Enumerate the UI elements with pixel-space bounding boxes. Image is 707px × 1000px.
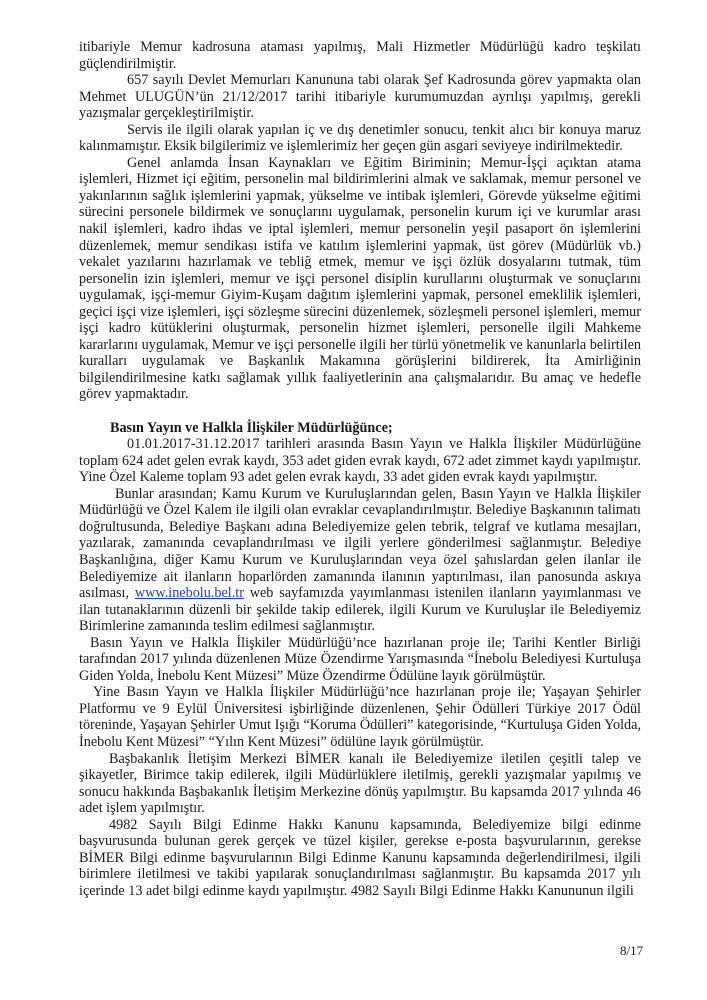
paragraph-sehir-odulleri: Yine Basın Yayın ve Halkla İlişkiler Müdürlüğü’nce hazırlanan proje ile; Yaşayan Şehirler Platformu ve 9 Eylül Üniversitesi işbirliğinde düzenlenen, Şehir Ödülleri Türkiye 2017 Ödül töreninde, Yaşayan Şehirler Umut Işığı “Koruma Ödülleri” kategorisinde, “Kurtuluşa Giden Yolda, İnebolu Kent Müzesi” “Yılın Kent Müzesi” ödülüne layık görülmüştür. — [79, 684, 641, 750]
paragraph-muze-ozendirme: Basın Yayın ve Halkla İlişkiler Müdürlüğü’nce hazırlanan proje ile; Tarihi Kentler Birliği tarafından 2017 yılında düzenlenen Müze Özendirme Yarışmasında “İnebolu Belediyesi Kurtuluşa Giden Yolda, İnebolu Kent Müzesi” Müze Özendirme Ödülüne layık görülmüştür. — [79, 634, 641, 684]
page-number: 8/17 — [620, 943, 644, 958]
paragraph-insan-kaynaklari: Genel anlamda İnsan Kaynakları ve Eğitim Biriminin; Memur-İşçi açıktan atama işlemleri, Hizmet içi eğitim, personelin mal bildirimlerini almak ve saklamak, memur personel ve yakınlarının sağlık işlemlerini yapmak, yükselme ve intibak işlemleri, Görevde yükselme eğitimi sürecini personele bildirmek ve sonuçlarını uygulamak, personelin kurum içi ve kurumlar arası nakil işlemleri, kadro ihdas ve iptal işlemleri, memur personelin yeşil pasaport ön işlemlerini düzenlemek, memur sendikası istifa ve katılım işlemlerini yapmak, üst görev (Müdürlük vb.) vekalet yazılarını hazırlamak ve tebliğ etmek, memur ve işçi özlük dosyalarını tutmak, tüm personelin izin işlemleri, memur ve işçi personel disiplin kurullarını oluşturmak ve sonuçlarını uygulamak, işçi-memur Giyim-Kuşam dağıtım işlemlerini yapmak, personel emeklilik işlemleri, geçici işçi vize işlemleri, işçi sözleşme sürecini düzenlemek, sözleşmeli personel işlemleri, memur işçi kadro kütüklerini oluşturmak, personelin hizmet işlemleri, personelle ilgili Mahkeme kararlarını uygulamak, Memur ve işçi personelle ilgili her türlü yönetmelik ve kanunlarla belirtilen kuralları uygulamak ve Başkanlık Makamına görüşlerini bildirerek, İta Amirliğinin bilgilendirilmesine katkı sağlamak yıllık faaliyetlerinin ana çalışmalarıdır. Bu amaç ve hedefle görev yapmaktadır. — [79, 154, 641, 403]
document-page — [79, 39, 641, 899]
paragraph-gap — [79, 403, 641, 420]
paragraph-text: web sayfamızda yayımlanması istenilen ilanların yayımlanması ve ilan tutanaklarının düzenli bir şekilde takip edilerek, ilgili Kurum ve Kuruluşlar ile Belediyemiz Birimlerine zamanında teslim edilmesi sağlanmıştır. — [79, 585, 642, 635]
paragraph-kadro: itibariyle Memur kadrosuna ataması yapılmış, Mali Hizmetler Müdürlüğü kadro teşkilatı güçlendirilmiştir. — [79, 39, 641, 72]
paragraph-bilgi-edinme: 4982 Sayılı Bilgi Edinme Hakkı Kanunu kapsamında, Belediyemize bilgi edinme başvurusunda bulunan gerek gerçek ve tüzel kişiler, gerekse e-posta başvurularının, gerekse BİMER Bilgi edinme başvurularının Bilgi Edinme Kanunu kapsamında değerlendirilmesi, ilgili birimlere iletilmesi ve takibi yapılarak sonuçlandırılması sağlanmıştır. Bu kapsamda 2017 yılı içerinde 13 adet bilgi edinme kaydı yapılmıştır. 4982 Sayılı Bilgi Edinme Hakkı Kanununun ilgili — [79, 816, 641, 899]
paragraph-denetim: Servis ile ilgili olarak yapılan iç ve dış denetimler sonucu, tenkit alıcı bir konuya maruz kalınmamıştır. Eksik bilgilerimiz ve işlemlerimiz her geçen gün asgari seviyeye indirilmektedir. — [79, 121, 641, 155]
paragraph-evraklar — [79, 486, 641, 635]
paragraph-ulugun: 657 sayılı Devlet Memurları Kanununa tabi olarak Şef Kadrosunda görev yapmakta olan Mehmet ULUGÜN’ün 21/12/2017 tarihi itibariyle kurumumuzdan ayrılışı yapılmış, gerekli yazışmalar gerçekleştirilmiştir. — [79, 72, 641, 122]
paragraph-evrak-kayit: 01.01.2017-31.12.2017 tarihleri arasında Basın Yayın ve Halkla İlişkiler Müdürlüğüne toplam 624 adet gelen evrak kaydı, 353 adet giden evrak kaydı, 672 adet zimmet kaydı yapılmıştır. Yine Özel Kaleme toplam 93 adet gelen evrak kaydı, 33 adet giden evrak kaydı yapılmıştır. — [79, 436, 641, 486]
website-link[interactable]: www.inebolu.bel.tr — [134, 585, 244, 602]
section-heading: Basın Yayın ve Halkla İlişkiler Müdürlüğünce; — [110, 419, 393, 436]
paragraph-bimer: Başbakanlık İletişim Merkezi BİMER kanalı ile Belediyemize iletilen çeşitli talep ve şikayetler, Birimce takip edilerek, ilgili Müdürlüklere iletilmiş, gerekli yazışmalar yapılmış ve sonucu hakkında Başbakanlık İletişim Merkezine dönüş yapılmıştır. Bu kapsamda 2017 yılında 46 adet işlem yapılmıştır. — [79, 750, 641, 817]
paragraph-text: Bunlar arasından; Kamu Kurum ve Kuruluşlarından gelen, Basın Yayın ve Halkla İlişkiler Müdürlüğü ve Özel Kalem ile ilgili olan evraklar cevaplandırılmıştır. Belediye Başkanının talimatı doğrultusunda, Belediye Başkanı adına Belediyemize gelen tebrik, telgraf ve kutlama mesajları, yazılarak, zamanında cevaplandırılması ve ilgili yerlere gönderilmesi sağlanmıştır. Belediye Başkanlığına, diğer Kamu Kurum ve Kuruluşlarından veya özel şahıslardan gelen ilanlar ile Belediyemize ait ilanların hoparlörden zamanında ilanının yaptırılması, ilan panosunda askıya asılması, — [79, 485, 641, 602]
